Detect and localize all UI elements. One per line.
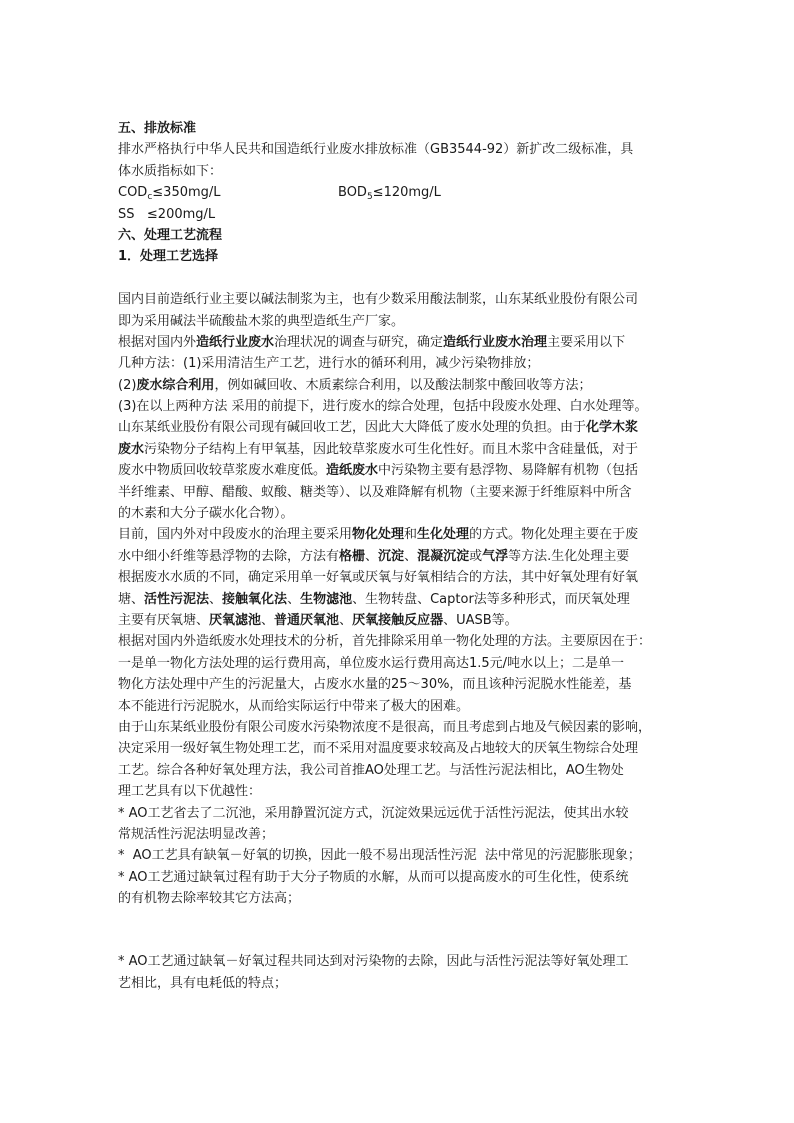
section-heading-process-flow: 六、处理工艺流程 bbox=[118, 227, 223, 243]
paragraph-line: 水中细小纤维等悬浮物的去除，方法有格栅、沉淀、混凝沉淀或气浮等方法.生化处理主要 bbox=[118, 548, 630, 564]
bullet-item: * AO工艺通过缺氧－好氧过程共同达到对污染物的去除，因此与活性污泥法等好氧处理工 bbox=[118, 954, 629, 970]
paragraph-line: 废水中物质回收较草浆废水难度低。造纸废水中污染物主要有悬浮物、易降解有机物（包括 bbox=[118, 463, 639, 479]
section-heading-discharge-standard: 五、排放标准 bbox=[118, 121, 197, 136]
bullet-item-continued: 常规活性污泥法明显改善； bbox=[118, 826, 275, 842]
paragraph-line: 工艺。综合各种好氧处理方法，我公司首推AO处理工艺。与活性污泥法相比，AO生物处 bbox=[118, 762, 624, 778]
paragraph-line: 塘、活性污泥法、接触氧化法、生物滤池、生物转盘、Captor法等多种形式，而厌氧处理 bbox=[118, 591, 630, 607]
paragraph-line: 理工艺具有以下优越性： bbox=[118, 784, 262, 800]
paragraph-line: 本不能进行污泥脱水，从而给实际运行中带来了极大的困难。 bbox=[118, 698, 470, 714]
paragraph-line: 废水污染物分子结构上有甲氧基，因此较草浆废水可生化性好。而且木浆中含硅量低，对于 bbox=[118, 441, 639, 457]
spacer bbox=[118, 909, 678, 951]
bullet-item: * AO工艺具有缺氧－好氧的切换，因此一般不易出现活性污泥 法中常见的污泥膨胀现象； bbox=[118, 848, 641, 864]
bullet-item-continued: 的有机物去除率较其它方法高； bbox=[118, 891, 301, 907]
paragraph-line: 国内目前造纸行业主要以碱法制浆为主，也有少数采用酸法制浆，山东某纸业股份有限公司 bbox=[118, 292, 639, 308]
paragraph-line: 几种方法：(1)采用清洁生产工艺，进行水的循环利用，减少污染物排放； bbox=[118, 356, 540, 372]
paragraph-line: 决定采用一级好氧生物处理工艺，而不采用对温度要求较高及占地较大的厌氧生物综合处理 bbox=[118, 741, 639, 757]
ss-limit: SS ≤200mg/L bbox=[118, 206, 216, 222]
spacer bbox=[118, 268, 678, 289]
bullet-item: * AO工艺通过缺氧过程有助于大分子物质的水解，从而可以提高废水的可生化性，使系统 bbox=[118, 869, 629, 885]
bod-limit: $BOD_5\le 120mg/L$ bbox=[338, 185, 441, 203]
cod-limit: $COD_c\le 350mg/L$ bbox=[118, 185, 221, 203]
paragraph-line: 即为采用碱法半硫酸盐木浆的典型造纸生产厂家。 bbox=[118, 313, 405, 329]
paragraph-line: 半纤维素、甲醇、醋酸、蚁酸、糖类等）、以及难降解有机物（主要来源于纤维原料中所含 bbox=[118, 484, 632, 500]
paragraph-line: 根据对国内外造纸废水处理技术的分析，首先排除采用单一物化处理的方法。主要原因在于： bbox=[118, 634, 652, 650]
paragraph-line: 排水严格执行中华人民共和国造纸行业废水排放标准（GB3544-92）新扩改二级标准，具 bbox=[118, 142, 634, 158]
indicator-row bbox=[118, 182, 678, 203]
paragraph-line: 体水质指标如下： bbox=[118, 163, 223, 179]
paragraph-line: 一是单一物化方法处理的运行费用高，单位废水运行费用高达1.5元/吨水以上；二是单一 bbox=[118, 655, 625, 671]
paragraph-line: (3)在以上两种方法 采用的前提下，进行废水的综合处理，包括中段废水处理、白水处理等。 bbox=[118, 399, 648, 415]
bullet-item-continued: 艺相比，具有电耗低的特点； bbox=[118, 975, 288, 991]
paragraph-line: 主要有厌氧塘、厌氧滤池、普通厌氧池、厌氧接触反应器、UASB等。 bbox=[118, 612, 518, 628]
paragraph-line: 物化方法处理中产生的污泥量大，占废水水量的25～30%，而且该种污泥脱水性能差，基 bbox=[118, 677, 632, 693]
bullet-item: * AO工艺省去了二沉池，采用静置沉淀方式，沉淀效果远远优于活性污泥法，使其出水较 bbox=[118, 805, 629, 821]
document-page bbox=[118, 118, 678, 994]
paragraph-line: (2)废水综合利用，例如碱回收、木质素综合利用，以及酸法制浆中酸回收等方法； bbox=[118, 377, 592, 393]
paragraph-line: 山东某纸业股份有限公司现有碱回收工艺，因此大大降低了废水处理的负担。由于化学木浆 bbox=[118, 420, 639, 436]
paragraph-line: 目前，国内外对中段废水的治理主要采用物化处理和生化处理的方式。物化处理主要在于废 bbox=[118, 527, 639, 543]
paragraph-line: 根据废水水质的不同，确定采用单一好氧或厌氧与好氧相结合的方法，其中好氧处理有好氧 bbox=[118, 570, 639, 586]
paragraph-line: 的木素和大分子碳水化合物）。 bbox=[118, 506, 294, 522]
subsection-heading-process-selection: 1．处理工艺选择 bbox=[118, 249, 219, 265]
paragraph-line: 由于山东某纸业股份有限公司废水污染物浓度不是很高，而且考虑到占地及气候因素的影响， bbox=[118, 719, 652, 735]
paragraph-line: 根据对国内外造纸行业废水治理状况的调查与研究，确定造纸行业废水治理主要采用以下 bbox=[118, 334, 626, 350]
